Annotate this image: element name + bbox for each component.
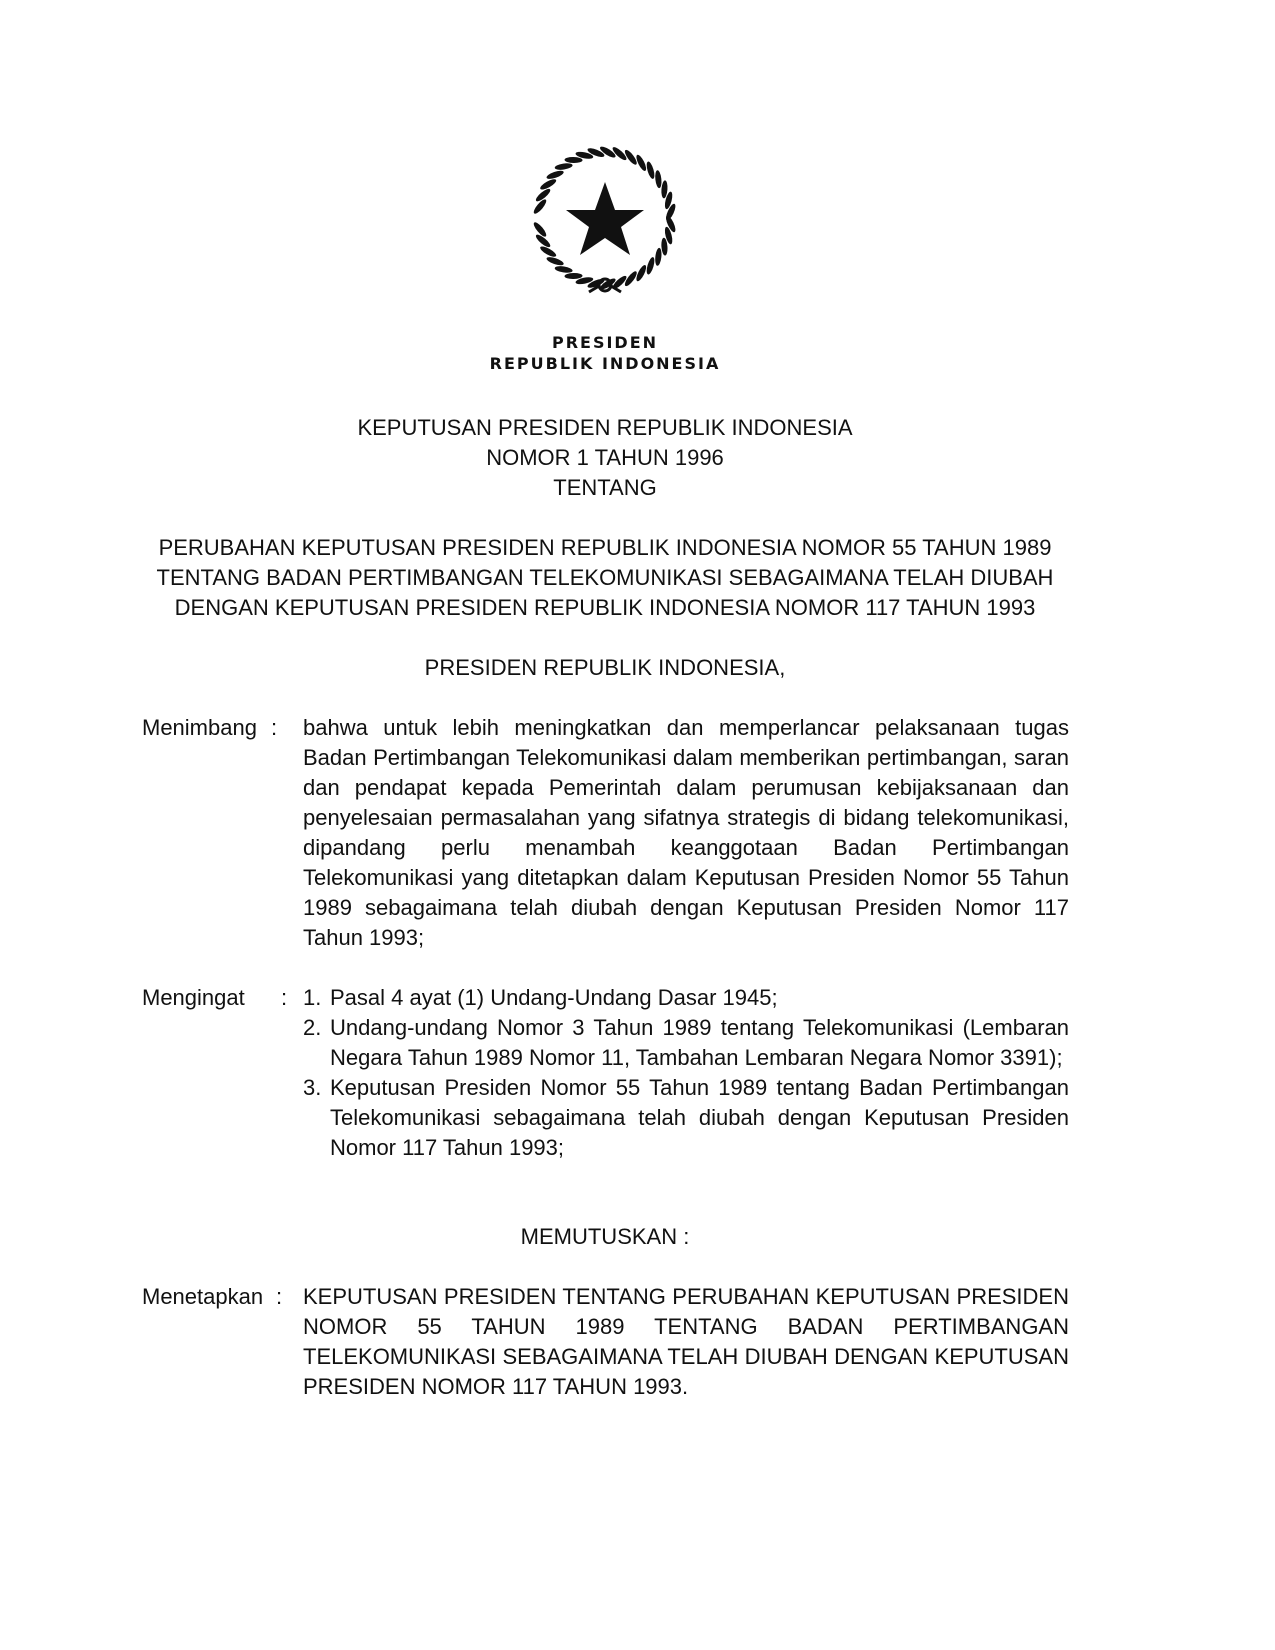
mengingat-label: Mengingat (142, 985, 245, 1010)
wreath-leaf (554, 265, 573, 274)
item-text: Pasal 4 ayat (1) Undang-Undang Dasar 1945; (330, 985, 778, 1010)
wreath-leaf (645, 256, 656, 275)
title-number: NOMOR 1 TAHUN 1996 (486, 445, 724, 470)
menimbang-colon: : (271, 715, 278, 740)
letterhead-republic: REPUBLIK INDONESIA (489, 354, 721, 373)
document-title (0, 413, 1210, 503)
issuer-heading: PRESIDEN REPUBLIK INDONESIA, (424, 655, 786, 680)
list-item (303, 1073, 1069, 1163)
wreath-leaf (645, 161, 656, 180)
item-number: 1. (303, 985, 322, 1010)
wreath-leaf (554, 162, 573, 171)
presidential-seal-emblem (527, 140, 683, 300)
list-item (303, 983, 1069, 1013)
menetapkan-label: Menetapkan (142, 1284, 264, 1309)
menimbang-label: Menimbang (142, 715, 257, 740)
document-subject (0, 533, 1210, 623)
letterhead-president: PRESIDEN (551, 333, 659, 352)
menetapkan-colon: : (276, 1284, 283, 1309)
wreath-leaf (564, 273, 582, 279)
subject-line: TENTANG BADAN PERTIMBANGAN TELEKOMUNIKASI SEBAGAIMANA TELAH DIUBAH (156, 565, 1054, 590)
menimbang-text: bahwa untuk lebih meningkatkan dan memperlancar pelaksanaan tugas Badan Pertimbangan Telekomunikasi dalam memberikan pertimbangan, saran dan pendapat kepada Pemerintah dalam perumusan kebijaksanaan dan penyelesaian permasalahan yang sifatnya strategis di bidang telekomunikasi, dipandang perlu menambah keanggotaan Badan Pertimbangan Telekomunikasi yang ditetapkan dalam Keputusan Presiden Nomor 55 Tahun 1989 sebagaimana telah diubah dengan Keputusan Presiden Nomor 117 Tahun 1993; (303, 715, 1069, 950)
menetapkan-text: KEPUTUSAN PRESIDEN TENTANG PERUBAHAN KEPUTUSAN PRESIDEN NOMOR 55 TAHUN 1989 TENTANG BADAN PERTIMBANGAN TELEKOMUNIKASI SEBAGAIMANA TELAH DIUBAH DENGAN KEPUTUSAN PRESIDEN NOMOR 117 TAHUN 1993. (303, 1284, 1069, 1399)
wreath-leaf (661, 180, 668, 198)
wreath-leaf (564, 157, 582, 163)
subject-line: PERUBAHAN KEPUTUSAN PRESIDEN REPUBLIK INDONESIA NOMOR 55 TAHUN 1989 (158, 535, 1052, 560)
mengingat-colon: : (281, 985, 288, 1010)
memutuskan-heading: MEMUTUSKAN : (520, 1224, 690, 1249)
item-text: Undang-undang Nomor 3 Tahun 1989 tentang Telekomunikasi (Lembaran Negara Tahun 1989 Nomor 11, Tambahan Lembaran Negara Nomor 3391); (330, 1015, 1069, 1070)
title-about: TENTANG (553, 475, 657, 500)
subject-line: DENGAN KEPUTUSAN PRESIDEN REPUBLIK INDONESIA NOMOR 117 TAHUN 1993 (174, 595, 1036, 620)
item-number: 2. (303, 1015, 322, 1040)
wreath-leaf (546, 255, 565, 267)
list-item (303, 1013, 1069, 1073)
wreath-leaf (546, 169, 565, 181)
wreath-leaf (654, 170, 662, 189)
title-line: KEPUTUSAN PRESIDEN REPUBLIK INDONESIA (357, 415, 853, 440)
item-text: Keputusan Presiden Nomor 55 Tahun 1989 tentang Badan Pertimbangan Telekomunikasi sebagaimana telah diubah dengan Keputusan Presiden Nomor 117 Tahun 1993; (330, 1075, 1069, 1160)
wreath-leaf (654, 248, 662, 267)
mengingat-list (303, 983, 1069, 1163)
wreath-leaf (661, 237, 668, 255)
item-number: 3. (303, 1075, 322, 1100)
